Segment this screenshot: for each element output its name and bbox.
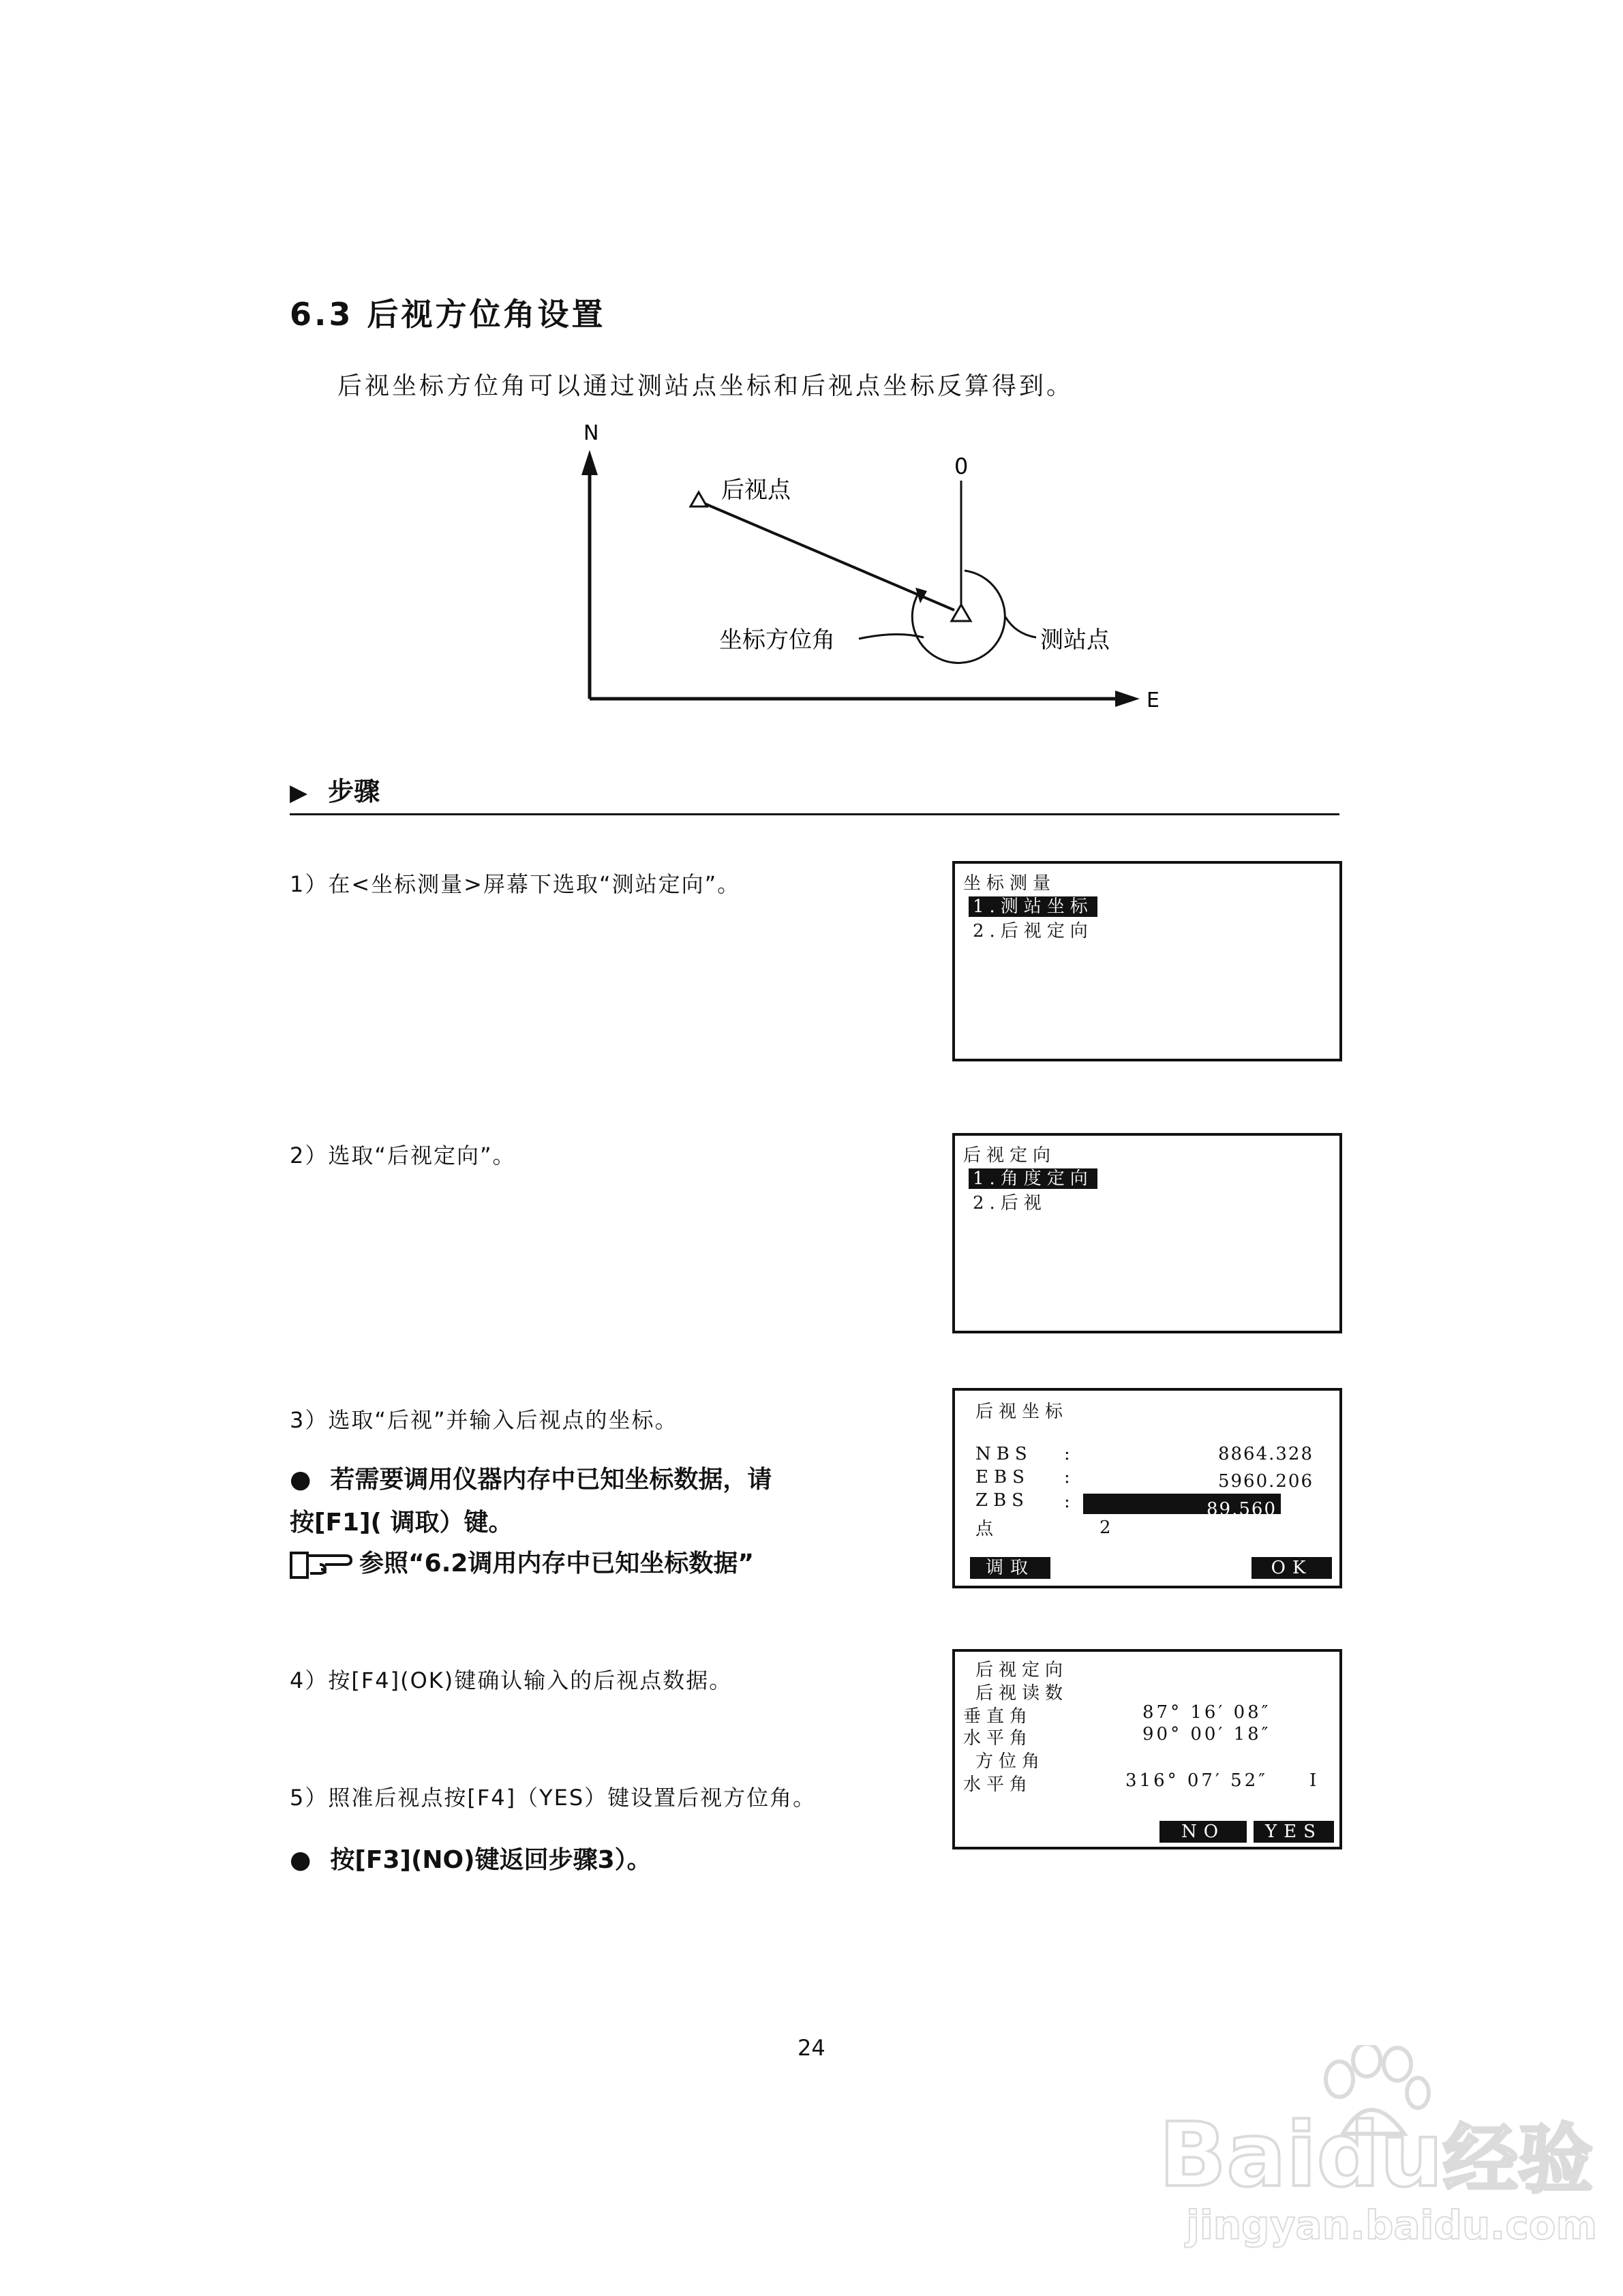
indicator: I (1309, 1770, 1322, 1791)
step-4-text: 4）按[F4](OK)键确认输入的后视点数据。 (290, 1667, 733, 1693)
bullet-icon: ● (290, 1466, 312, 1494)
nbs-colon: : (1064, 1444, 1076, 1464)
backsight-line (699, 501, 954, 610)
note-line1-text: 若需要调用仪器内存中已知坐标数据，请 (330, 1466, 772, 1494)
north-label: N (583, 421, 599, 445)
zero-label: 0 (954, 453, 969, 479)
ebs-label: EBS (975, 1467, 1030, 1487)
azimuth-h-value: 316° 07′ 52″ (1125, 1770, 1268, 1791)
final-bullet (290, 1841, 652, 1875)
azimuth-header: 方位角 (975, 1751, 1046, 1772)
azimuth-leader (859, 634, 924, 639)
watermark-url: jingyan.baidu.com (1186, 2202, 1597, 2248)
screen1-item-station-coord[interactable] (969, 892, 1097, 918)
intro-paragraph: 后视坐标方位角可以通过测站点坐标和后视点坐标反算得到。 (337, 372, 1074, 400)
screen-backsight-orientation (952, 1133, 1342, 1333)
ebs-colon: : (1064, 1467, 1076, 1487)
azimuth-diagram (559, 419, 1172, 719)
east-label: E (1147, 689, 1159, 712)
ebs-value[interactable]: 5960.206 (1217, 1471, 1314, 1492)
screen2-item-backsight[interactable]: 2.后视 (973, 1193, 1047, 1213)
zbs-label: ZBS (975, 1490, 1029, 1511)
note-bullet-line1 (290, 1460, 772, 1495)
step-2-text: 2）选取“后视定向”。 (290, 1143, 516, 1168)
screen3-title: 后视坐标 (975, 1402, 1069, 1422)
east-arrow-icon (1115, 691, 1140, 707)
softkey-f4-ok[interactable]: OK (1252, 1557, 1332, 1579)
horizontal-angle-label: 水平角 (963, 1728, 1033, 1749)
zbs-value: 89.560 (1207, 1499, 1277, 1514)
screen4-line2: 后视读数 (975, 1683, 1069, 1704)
azimuth-label: 坐标方位角 (719, 626, 835, 654)
backsight-point-label: 后视点 (721, 477, 791, 504)
watermark-brand: Bai (1159, 2103, 1317, 2207)
screen4-line1: 后视定向 (975, 1660, 1069, 1680)
final-bullet-text: 按[F3](NO)键返回步骤3）。 (330, 1846, 652, 1874)
screen2-item1-label: 1.角度定向 (969, 1168, 1097, 1189)
play-triangle-icon: ▶ (290, 779, 308, 806)
screen1-title: 坐标测量 (963, 873, 1057, 894)
screen-coordinate-measure (952, 861, 1342, 1061)
step-1-text: 1）在<坐标测量>屏幕下选取“测站定向”。 (290, 871, 741, 897)
steps-heading-text: 步骤 (328, 776, 380, 806)
north-arrow-icon (581, 450, 598, 475)
station-point-icon (952, 605, 971, 621)
softkey-f4-yes[interactable]: YES (1254, 1821, 1334, 1843)
softkey-f3-no[interactable]: NO (1159, 1821, 1247, 1843)
screen2-title: 后视定向 (963, 1145, 1057, 1166)
point-value[interactable]: 2 (1099, 1517, 1117, 1538)
reference-line (290, 1544, 754, 1580)
screen1-item1-label: 1.测站坐标 (969, 896, 1097, 917)
screen-backsight-coordinates (952, 1388, 1342, 1588)
zbs-colon: : (1064, 1492, 1076, 1512)
step-5-text: 5）照准后视点按[F4]（YES）键设置后视方位角。 (290, 1785, 817, 1811)
pointing-hand-icon (290, 1549, 352, 1580)
vertical-angle-value: 87° 16′ 08″ (1142, 1702, 1271, 1723)
screen-backsight-reading (952, 1649, 1342, 1849)
vertical-angle-label: 垂直角 (963, 1706, 1033, 1727)
backsight-point-icon (691, 492, 707, 507)
azimuth-h-label: 水平角 (963, 1774, 1033, 1795)
station-leader (1005, 617, 1036, 637)
watermark-brand-cn: 经验 (1442, 2116, 1593, 2203)
watermark-brand2: du (1316, 2103, 1443, 2207)
nbs-value[interactable]: 8864.328 (1217, 1444, 1314, 1464)
steps-divider (290, 813, 1339, 815)
note-bullet-line2: 按[F1]( 调取）键。 (290, 1509, 513, 1537)
step-3-text: 3）选取“后视”并输入后视点的坐标。 (290, 1407, 678, 1433)
screen1-item-backsight-orient[interactable]: 2.后视定向 (973, 921, 1093, 941)
station-label: 测站点 (1040, 626, 1110, 654)
reference-text[interactable]: 参照“6.2调用内存中已知坐标数据” (359, 1550, 755, 1577)
nbs-label: NBS (975, 1444, 1033, 1464)
point-label: 点 (975, 1519, 999, 1539)
steps-heading (290, 770, 380, 808)
horizontal-angle-value: 90° 00′ 18″ (1142, 1724, 1271, 1744)
section-title: 6.3 后视方位角设置 (290, 296, 606, 333)
screen2-item-angle-orient[interactable] (969, 1164, 1097, 1190)
softkey-f1-recall[interactable]: 调取 (970, 1557, 1050, 1579)
page-number: 24 (798, 2035, 825, 2061)
zbs-input[interactable] (1083, 1494, 1281, 1514)
bullet-icon: ● (290, 1846, 312, 1874)
